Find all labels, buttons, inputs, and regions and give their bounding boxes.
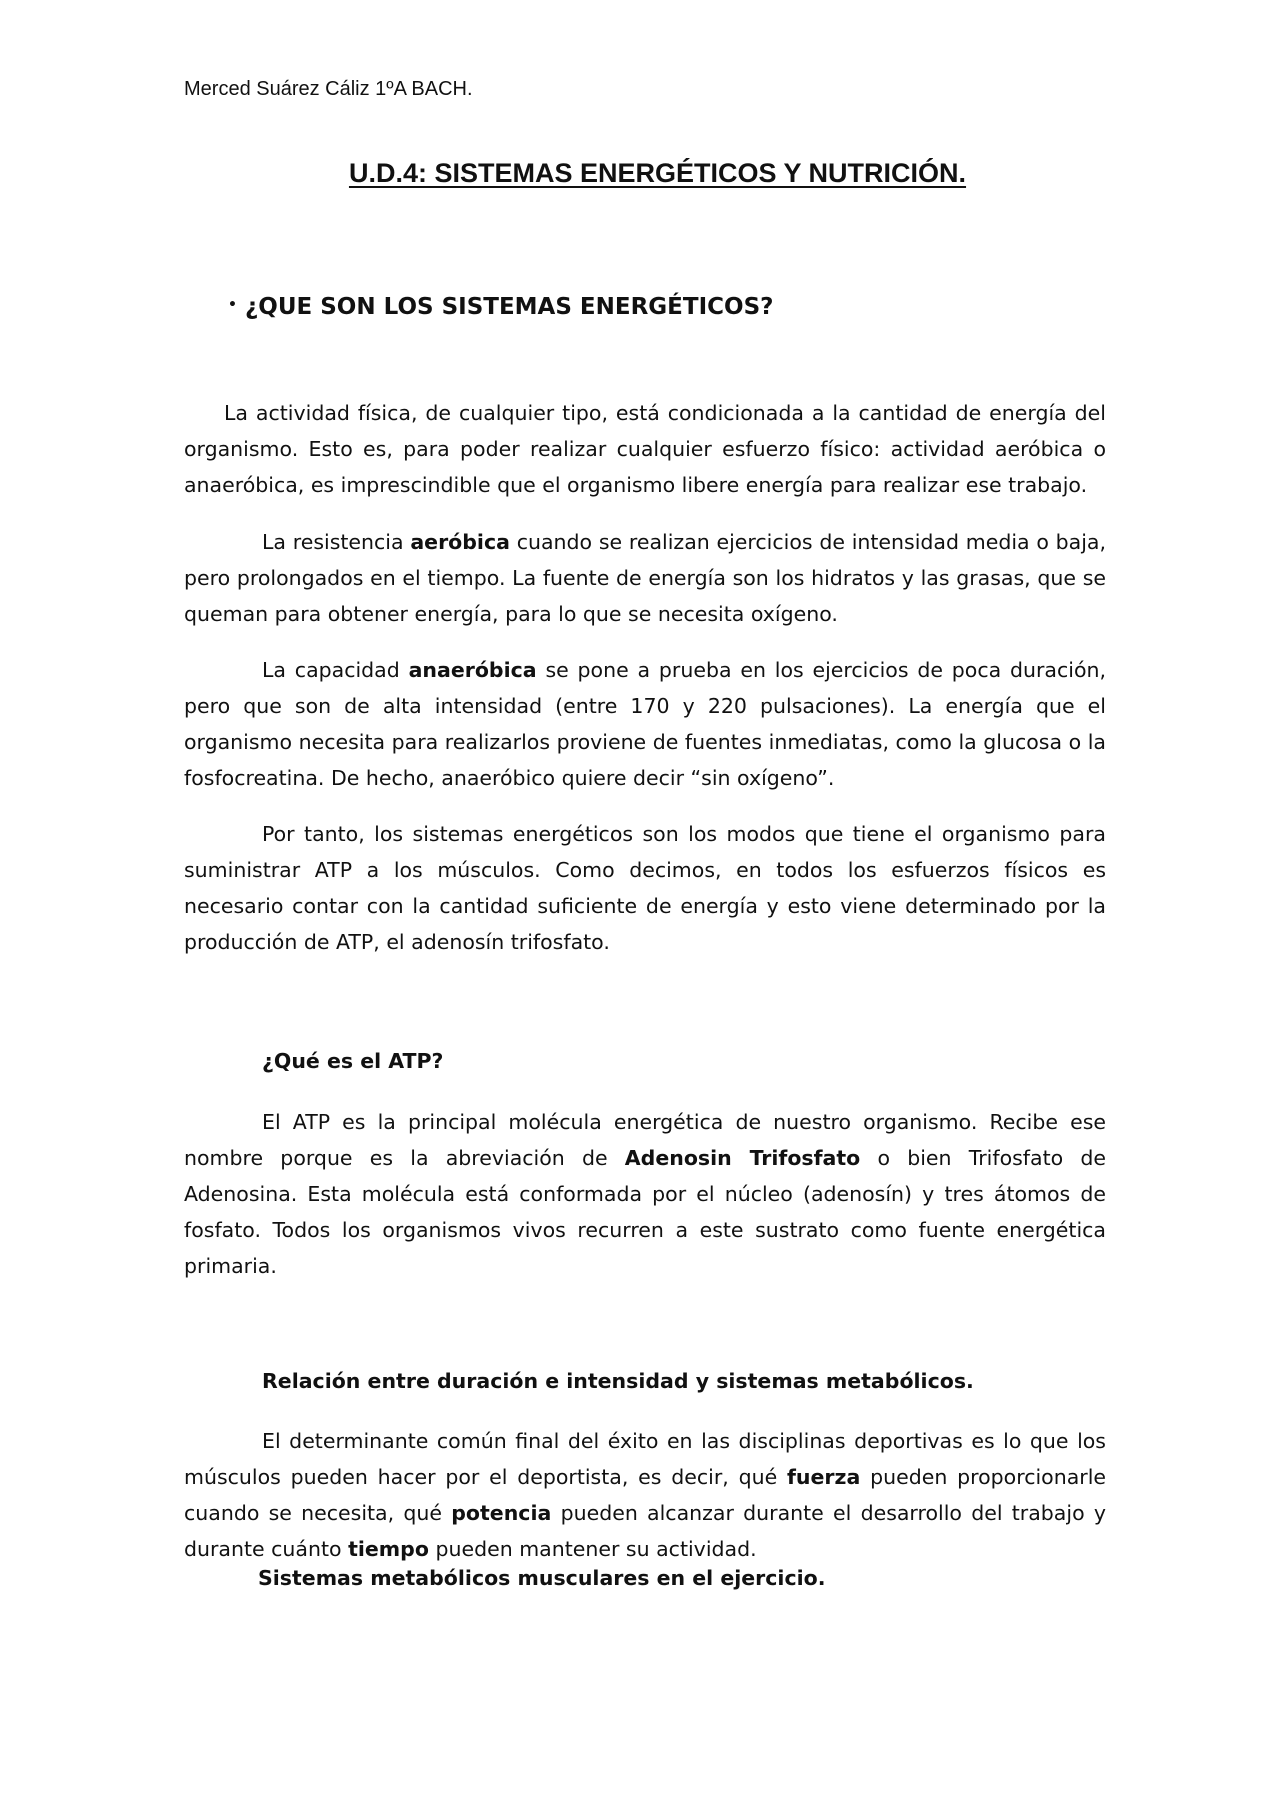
paragraph-aerobic bbox=[184, 524, 1106, 632]
atp-heading: ¿Qué es el ATP? bbox=[262, 1049, 444, 1073]
anaerobic-bold: anaeróbica bbox=[408, 658, 537, 682]
fuerza-bold: fuerza bbox=[787, 1465, 861, 1489]
aerobic-bold: aeróbica bbox=[410, 530, 510, 554]
potencia-bold: potencia bbox=[451, 1501, 552, 1525]
relation-heading: Relación entre duración e intensidad y sistemas metabólicos. bbox=[262, 1369, 974, 1393]
paragraph-atp bbox=[184, 1104, 1106, 1284]
section-heading-text: ¿QUE SON LOS SISTEMAS ENERGÉTICOS? bbox=[244, 294, 774, 320]
paragraph-relation-text-c: pueden alcanzar durante el desarrollo del trabajo y durante cuánto bbox=[184, 1501, 1106, 1561]
paragraph-aerobic-text-b: cuando se realizan ejercicios de intensidad media o baja, pero prolongados en el tiempo. La fuente de energía son los hidratos y las grasas, que se queman para obtener energía, para lo que se necesita oxígeno. bbox=[184, 530, 1107, 626]
paragraph-atp-text-b: o bien Trifosfato de Adenosina. Esta molécula está conformada por el núcleo (adenosín) y tres átomos de fosfato. Todos los organismos vivos recurren a este sustrato como fuente energética primaria. bbox=[184, 1146, 1106, 1278]
paragraph-relation-text-a: El determinante común final del éxito en las disciplinas deportivas es lo que los músculos pueden hacer por el deportista, es decir, qué bbox=[184, 1429, 1106, 1489]
paragraph-anaerobic-text-a: La capacidad bbox=[262, 658, 409, 682]
tiempo-bold: tiempo bbox=[348, 1537, 429, 1561]
metabolic-heading: Sistemas metabólicos musculares en el ejercicio. bbox=[258, 1566, 826, 1590]
adenosin-bold: Adenosin Trifosfato bbox=[624, 1146, 861, 1170]
paragraph-relation bbox=[184, 1423, 1106, 1567]
paragraph-atp-text-a: El ATP es la principal molécula energética de nuestro organismo. Recibe ese nombre porque es la abreviación de bbox=[184, 1110, 1106, 1170]
paragraph-conclusion: Por tanto, los sistemas energéticos son los modos que tiene el organismo para suministrar ATP a los músculos. Como decimos, en todos los esfuerzos físicos es necesario contar con la cantidad suficiente de energía y esto viene determinado por la producción de ATP, el adenosín trifosfato. bbox=[184, 822, 1106, 954]
paragraph-anaerobic-text-b: se pone a prueba en los ejercicios de poca duración, pero que son de alta intensidad (entre 170 y 220 pulsaciones). La energía que el organismo necesita para realizarlos proviene de fuentes inmediatas, como la glucosa o la fosfocreatina. De hecho, anaeróbico quiere decir “sin oxígeno”. bbox=[184, 658, 1106, 790]
author-line: Merced Suárez Cáliz 1ºA BACH. bbox=[184, 78, 473, 100]
document-title: U.D.4: SISTEMAS ENERGÉTICOS Y NUTRICIÓN. bbox=[348, 158, 967, 188]
paragraph-anaerobic bbox=[184, 652, 1106, 796]
paragraph-relation-text-d: pueden mantener su actividad. bbox=[428, 1537, 757, 1561]
paragraph-aerobic-text-a: La resistencia bbox=[262, 530, 411, 554]
section-heading bbox=[228, 294, 773, 320]
paragraph-relation-text-b: pueden proporcionarle cuando se necesita, qué bbox=[184, 1465, 1106, 1525]
paragraph-intro: La actividad física, de cualquier tipo, está condicionada a la cantidad de energía del organismo. Esto es, para poder realizar cualquier esfuerzo físico: actividad aeróbica o anaeróbica, es imprescindible que el organismo libere energía para realizar ese trabajo. bbox=[184, 401, 1106, 497]
bullet-icon: • bbox=[228, 296, 237, 313]
